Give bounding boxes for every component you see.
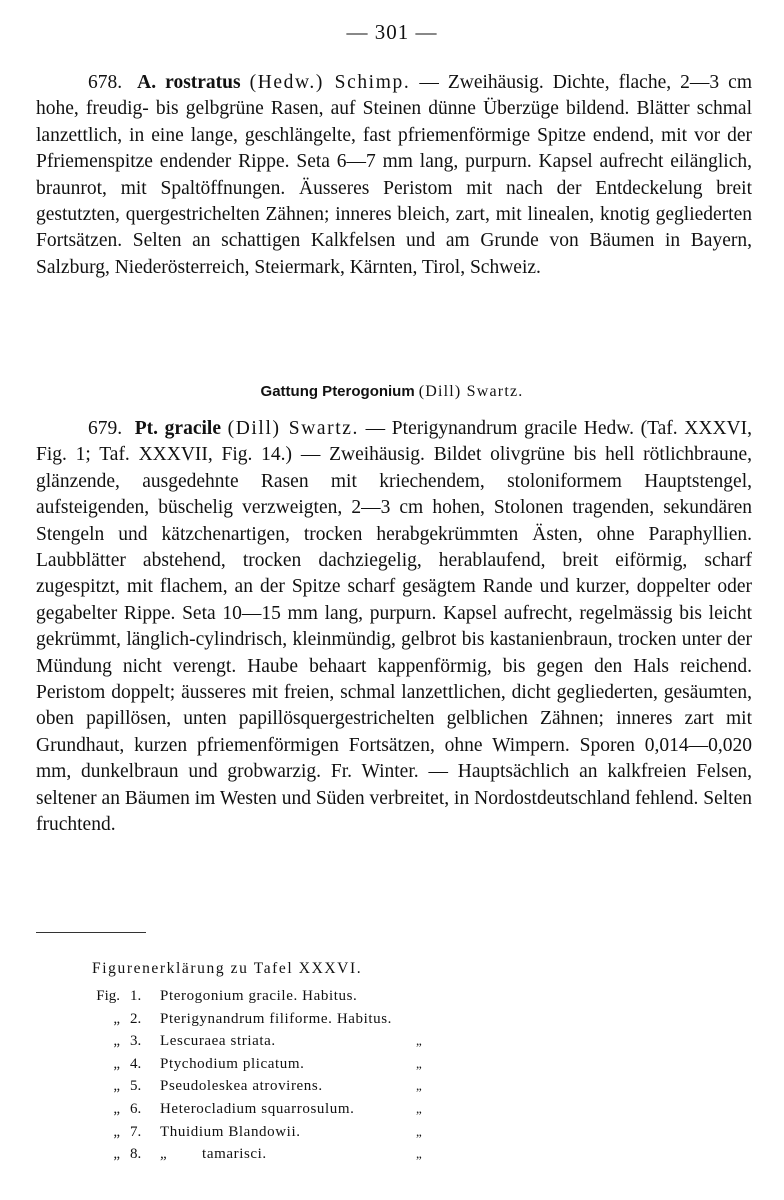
figure-legend-item [86, 1121, 466, 1144]
figure-legend-item [86, 985, 466, 1008]
species-entry-678 [36, 70, 752, 281]
fig-prefix: „ [113, 1033, 120, 1050]
fig-caption: Heterocladium squarrosulum. [160, 1100, 355, 1117]
entry-number: 678. [88, 72, 123, 93]
species-entry-679 [36, 416, 752, 839]
fig-number: 8. [130, 1146, 142, 1163]
figure-legend-title: Figurenerklärung zu Tafel XXXVI. [92, 960, 363, 977]
species-name: A. rostratus [137, 72, 241, 93]
ditto-mark: „ [416, 1055, 422, 1071]
species-authority: (Hedw.) Schimp. [249, 72, 411, 93]
species-description: — Zweihäusig. Dichte, flache, 2—3 cm hohe, freudig- bis gelbgrüne Rasen, auf Steinen dünne Überzüge bildend. Blätter schmal lanzettlich, in eine lange, geschlängelte, fast pfriemenförmige Spitze endend, mit vor der Pfriemenspitze endender Rippe. Seta 6—7 mm lang, purpurn. Kapsel aufrecht eilänglich, braunrot, mit Spaltöffnungen. Äusseres Peristom mit nach der Entdeckelung breit gestutzten, quergestrichelten Zähnen; inneres bleich, zart, mit linealen, knotig gegliederten Fortsätzen. Selten an schattigen Kalkfelsen und am Grunde von Bäumen in Bayern, Salzburg, Niederösterreich, Steiermark, Kärnten, Tirol, Schweiz. [36, 72, 752, 278]
fig-prefix: „ [113, 1123, 120, 1140]
page-number: — 301 — [346, 20, 438, 44]
ditto-mark: „ [416, 1078, 422, 1094]
figure-legend-item [86, 1075, 466, 1098]
fig-number: 7. [130, 1123, 142, 1140]
figure-legend-item [86, 1098, 466, 1121]
figure-legend-item [86, 1143, 466, 1166]
fig-prefix: „ [113, 1078, 120, 1095]
fig-caption: Pterigynandrum filiforme. Habitus. [160, 1010, 393, 1027]
species-description: — Pterigynandrum gracile Hedw. (Taf. XXXVI, Fig. 1; Taf. XXXVII, Fig. 14.) — Zweihäusig. Bildet olivgrüne bis hell rötlichbraune, glänzende, ausgedehnte Rasen mit kriechendem, stoloniformem Hauptstengel, aufsteigenden, büschelig verzweigten, 2—3 cm hohen, Stolonen tragenden, sekundären Stengeln und kätzchenartigen, trocken herabgekrümmten Ästen, ohne Paraphyllien. Laubblätter abstehend, trocken dachziegelig, herablaufend, breit eiförmig, scharf zugespitzt, mit flachem, an der Spitze scharf gesägtem Rande und kurzer, doppelter oder gegabelter Rippe. Seta 10—15 mm lang, purpurn. Kapsel aufrecht, regelmässig bis leicht gekrümmt, länglich-cylindrisch, kleinmündig, gelbrot bis kastanienbraun, trocken unter der Mündung nicht verengt. Haube behaart kappenförmig, bis gegen den Hals reichend. Peristom doppelt; äusseres mit freien, schmal lanzettlichen, dicht gegliederten, gesäumten, oben papillösen, unten papillösquergestrichelten gelblichen Zähnen; inneres zart mit Grundhaut, kurzen pfriemenförmigen Fortsätzen, ohne Wimpern. Sporen 0,014—0,020 mm, dunkelbraun und grobwarzig. Fr. Winter. — Hauptsächlich an kalkfreien Felsen, seltener an Bäumen im Westen und Süden verbreitet, in Nordostdeutschland fehlend. Selten fruchtend. [36, 418, 753, 836]
fig-caption: Pterogonium gracile. Habitus. [160, 988, 358, 1004]
figure-legend-item [86, 1008, 466, 1031]
fig-number: 6. [130, 1100, 142, 1117]
genus-heading [0, 383, 784, 401]
figure-legend-list [86, 985, 466, 1166]
species-authority: (Dill) Swartz. [227, 418, 360, 439]
fig-caption: „ tamarisci. [160, 1146, 267, 1163]
ditto-mark: „ [416, 1123, 422, 1139]
ditto-mark: „ [416, 1146, 422, 1162]
figure-legend-item [86, 1053, 466, 1076]
fig-prefix: „ [113, 1100, 120, 1117]
fig-caption: Lescuraea striata. [160, 1033, 276, 1050]
fig-prefix: „ [113, 1055, 120, 1072]
ditto-mark: „ [416, 1033, 422, 1049]
fig-number: 1. [130, 988, 142, 1004]
fig-caption: Pseudoleskea atrovirens. [160, 1078, 323, 1095]
species-name: Pt. gracile [134, 418, 221, 439]
fig-number: 3. [130, 1033, 142, 1050]
ditto-mark: „ [416, 1100, 422, 1116]
fig-number: 2. [130, 1010, 142, 1027]
fig-number: 4. [130, 1055, 142, 1072]
entry-number: 679. [88, 418, 123, 439]
fig-caption: Thuidium Blandowii. [160, 1123, 301, 1140]
genus-name: Gattung Pterogonium [260, 383, 415, 400]
fig-prefix: „ [113, 1146, 120, 1163]
figure-legend-item [86, 1030, 466, 1053]
fig-caption: Ptychodium plicatum. [160, 1055, 305, 1072]
fig-prefix: Fig. [96, 988, 120, 1004]
fig-number: 5. [130, 1078, 142, 1095]
genus-authority: (Dill) Swartz. [418, 383, 524, 400]
fig-prefix: „ [113, 1010, 120, 1027]
section-divider [36, 932, 146, 933]
